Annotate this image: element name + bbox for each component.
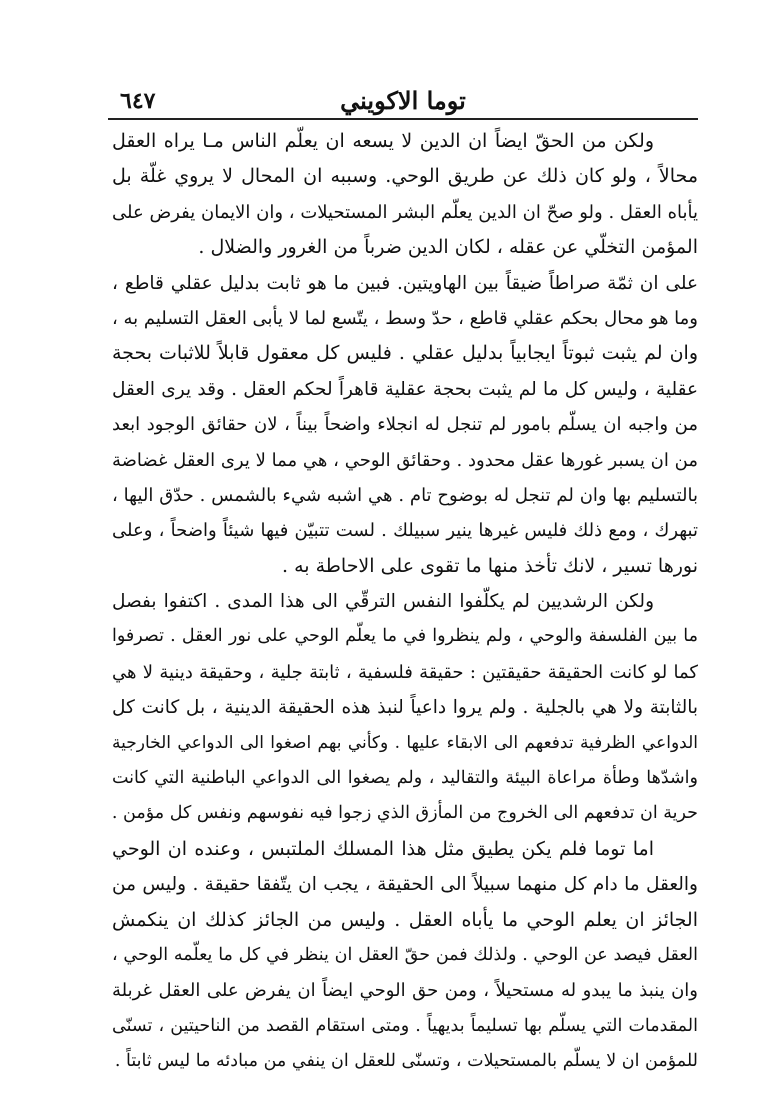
running-title: توما الاكويني — [340, 86, 466, 115]
header-divider — [108, 118, 698, 120]
text-line: وان ينبذ ما يبدو له مستحيلاً ، ومن حق الوحي ايضاً ان يفرض على العقل غربلة — [112, 980, 698, 1002]
text-line: حرية ان تدفعهم الى الخروج من المأزق الذي زجوا فيه نفوسهم ونفس كل مؤمن . — [112, 803, 698, 824]
text-line: عقلية ، وليس كل ما لم يثبت بحجة عقلية قاهراً لحكم العقل . وقد يرى العقل — [112, 378, 698, 400]
text-line: بالثابتة ولا هي بالجلية . ولم يروا داعياً لنبذ هذه الحقيقة الدينية ، بل كانت كل — [112, 697, 698, 719]
text-line: من واجبه ان يسلّم بامور لم تنجل له انجلاء واضحاً بيناً ، لان حقائق الوجود ابعد — [112, 414, 698, 436]
text-line: كما لو كانت الحقيقة حقيقتين : حقيقة فلسفية ، ثابتة جلية ، وحقيقة دينية لا هي — [112, 661, 698, 683]
page-number: ٦٤٧ — [120, 88, 156, 114]
text-line: بالتسليم بها وان لم تنجل له بوضوح تام . هي اشبه شيء بالشمس . حدّق اليها ، — [112, 484, 698, 506]
text-line: الجائز ان يعلم الوحي ما يأباه العقل . وليس من الجائز كذلك ان ينكمش — [112, 908, 698, 931]
text-line: المؤمن التخلّي عن عقله ، لكان الدين ضرباً من الغرور والضلال . — [198, 236, 698, 259]
text-line: من ان يسبر غورها عقل محدود . وحقائق الوحي ، هي مما لا يرى العقل غضاضة — [112, 449, 698, 471]
text-line: المقدمات التي يسلّم بها تسليماً بديهياً . ومتى استقام القصد من الناحيتين ، تسنّى — [112, 1015, 698, 1036]
text-line: العقل فيصد عن الوحي . ولذلك فمن حقّ العقل ان ينظر في كل ما يعلّمه الوحي ، — [112, 944, 698, 965]
text-line: نورها تسير ، لانك تأخذ منها ما تقوى على الاحاطة به . — [282, 554, 698, 577]
text-line: ما بين الفلسفة والوحي ، ولم ينظروا في ما يعلّم الوحي على نور العقل . تصرفوا — [112, 626, 698, 647]
body-text — [112, 124, 698, 1080]
text-line: تبهرك ، ومع ذلك فليس غيرها ينير سبيلك . لست تتبيّن فيها شيئاً واضحاً ، وعلى — [112, 520, 698, 542]
text-line: وان لم يثبت ثبوتاً ايجابياً بدليل عقلي . فليس كل معقول قابلاً للاثبات بحجة — [112, 342, 698, 365]
text-line: وما هو محال بحكم عقلي قاطع ، حدّ وسط ، يتّسع لما لا يأبى العقل التسليم به ، — [112, 307, 698, 329]
text-line: اما توما فلم يكن يطيق مثل هذا المسلك الملتبس ، وعنده ان الوحي — [112, 837, 654, 860]
text-line: ولكن من الحقّ ايضاً ان الدين لا يسعه ان يعلّم الناس مـا يراه العقل — [112, 130, 654, 152]
text-line: للمؤمن ان لا يسلّم بالمستحيلات ، وتسنّى للعقل ان ينفي من مبادئه ما ليس ثابتاً . — [114, 1051, 698, 1072]
text-line: محالاً ، ولو كان ذلك عن طريق الوحي. وسببه ان المحال لا يروي غلّة بل — [112, 165, 698, 188]
text-line: على ان ثمّة صراطاً ضيقاً بين الهاويتين. فبين ما هو ثابت بدليل عقلي قاطع ، — [112, 272, 698, 294]
text-line: الدواعي الظرفية تدفعهم الى الابقاء عليها . وكأني بهم اصغوا الى الدواعي الخارجية — [112, 732, 698, 753]
text-line: والعقل ما دام كل منهما سبيلاً الى الحقيقة ، يجب ان يتّفقا حقيقة . وليس من — [112, 874, 698, 896]
text-line: يأباه العقل . ولو صحّ ان الدين يعلّم البشر المستحيلات ، وان الايمان يفرض على — [112, 201, 698, 223]
text-line: واشدّها وطأة مراعاة البيئة والتقاليد ، ولم يصغوا الى الدواعي الباطنية التي كانت — [112, 768, 698, 789]
text-line: ولكن الرشديين لم يكلّفوا النفس الترقّي الى هذا المدى . اكتفوا بفصل — [112, 591, 654, 613]
